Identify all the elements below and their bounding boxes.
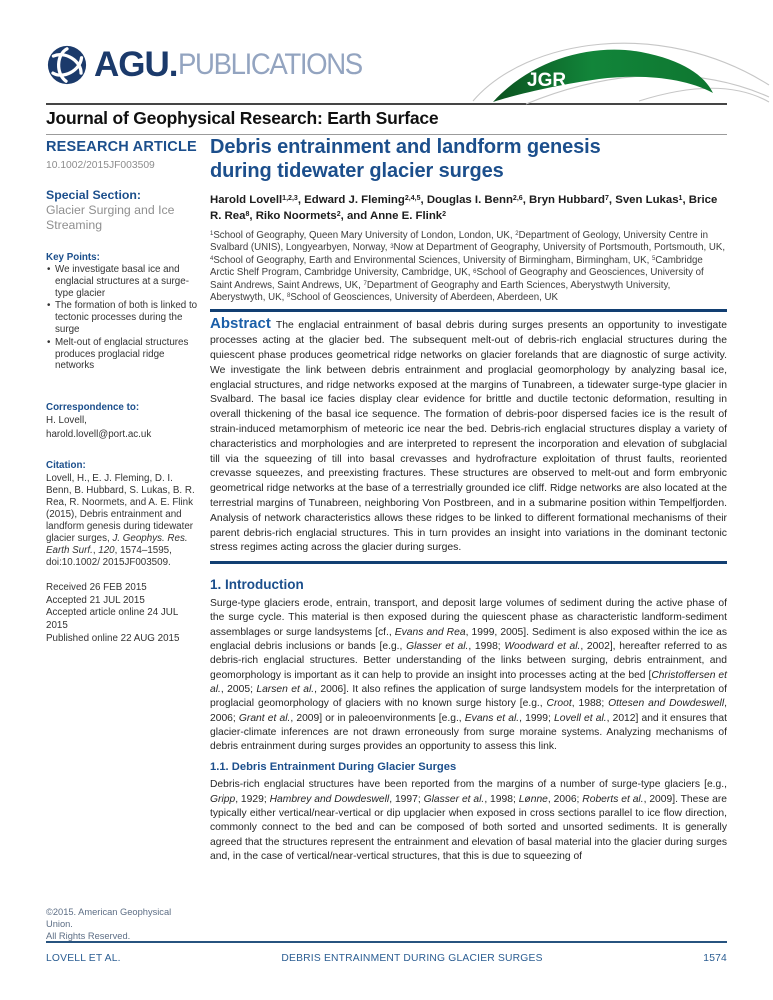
footer-page-number: 1574 — [703, 953, 727, 964]
citation-text: Lovell, H., E. J. Fleming, D. I. Benn, B. Hubbard, S. Lukas, B. R. Rea, R. Noormets, and A. E. Flink (2015), Debris entrainment and landform genesis during tidewater glacier surges, J. Geophys. Res. Earth Surf., 120, 1574–1595, doi:10.1002/ 2015JF003509. — [46, 473, 195, 569]
author-list: Harold Lovell$^{1,2,3}$, Edward J. Fleming$^{2,4,5}$, Douglas I. Benn$^{2,6}$, Bryn Hubbard$^7$, Sven Lukas$^1$, Brice R. Rea$^8$, Riko Noormets$^2$, and Anne E. Flink$^2$ — [210, 194, 718, 222]
agu-globe-icon — [46, 44, 88, 86]
article-body — [210, 136, 727, 864]
article-type-label: RESEARCH ARTICLE — [46, 139, 197, 155]
key-point: • The formation of both is linked to tectonic processes during the surge — [46, 300, 200, 335]
article-history — [46, 582, 200, 645]
accepted-date: Accepted 21 JUL 2015 — [46, 594, 145, 606]
copyright-line: All Rights Reserved. — [46, 931, 131, 941]
page-footer — [46, 953, 727, 964]
key-points-label: Key Points: — [46, 252, 100, 263]
header — [0, 0, 773, 103]
journal-title: Journal of Geophysical Research: Earth Surface — [46, 108, 439, 128]
footer-running-title: DEBRIS ENTRAINMENT DURING GLACIER SURGES — [281, 953, 543, 964]
affiliations: $^1$School of Geography, Queen Mary University of London, London, UK, $^2$Department of Geology, University Centre in Svalbard (UNIS), Longyearbyen, Norway, $^3$Now at Department of Geography, University of Portsmouth, Portsmouth, UK, $^4$School of Geography, Earth and Environmental Sciences, University of Birmingham, Birmingham, UK, $^5$Cambridge Arctic Shelf Program, Cambridge University, Cambridge, UK, $^6$School of Geography and Geosciences, University of Saint Andrews, Saint Andrews, UK, $^7$Department of Geography and Earth Sciences, Aberystwyth University, Aberystwyth, UK, $^8$School of Geosciences, University of Aberdeen, Aberdeen, UK — [210, 230, 726, 304]
section-heading-introduction: 1. Introduction — [210, 577, 304, 593]
doi: 10.1002/2015JF003509 — [46, 160, 155, 171]
publications-wordmark: PUBLICATIONS — [177, 48, 362, 81]
agu-wordmark: AGU. — [94, 45, 178, 84]
journal-title-bar — [46, 103, 727, 135]
abstract-text: The englacial entrainment of basal debris during surges presents an opportunity to investigate processes acting at the glacier bed. The subsequent melt-out of debris-rich englacial structures during the quiescent phase produces geometrical ridge networks on glacier forelands that are diagnostic of surge activity. We investigate the link between debris entrainment and proglacial geomorphology by analyzing basal ice, englacial structures, and ridge networks exposed at the margins of Tunabreen, a tidewater surge-type glacier in Svalbard. The basal ice facies display clear evidence for brittle and ductile tectonic deformation, resulting in overall thickening of the basal ice sequence. The formation of debris-poor dispersed facies ice is the result of strain-induced metamorphism of meteoric ice near the bed. Debris-rich englacial structures display a variety of characteristics and morphologies and are interpreted to represent the incorporation and elevation of subglacial till via the squeezing of till into basal crevasses and hydrofracture exploitation of thrust faults, reoriented crevasse squeezes, and preexisting fractures. These structures are observed to melt-out and form embryonic geometrical ridge networks at the base of a terrestrially grounded ice cliff. Ridge networks are also located at the terrestrial margins of Tunabreen, neighboring Von Postbreen, and in a submarine position within Tempelfjorden. Analysis of network characteristics allows these ridges to be linked to different formational mechanisms of their parent debris-rich englacial structures. This in turn provides an insight into variations in the dominant tectonic stress regimes acting across the glacier during surges. — [210, 320, 727, 554]
key-point: • Melt-out of englacial structures produces proglacial ridge networks — [46, 337, 200, 372]
footer-rule — [46, 941, 727, 943]
jgr-badge-label: JGR — [527, 70, 567, 91]
abstract-paragraph — [210, 317, 727, 556]
badge-green-swoosh — [493, 50, 713, 102]
key-point: • We investigate basal ice and englacial structures at a surge-type glacier — [46, 264, 200, 299]
section-rule — [210, 309, 727, 312]
subsection-heading-debris-entrainment: 1.1. Debris Entrainment During Glacier Surges — [210, 761, 457, 774]
citation-label: Citation: — [46, 460, 86, 472]
correspondence-name: H. Lovell, — [46, 415, 87, 427]
copyright-line: ©2015. American Geophysical Union. — [46, 907, 172, 929]
copyright-notice — [46, 906, 198, 942]
article-title: Debris entrainment and landform genesis during tidewater glacier surges — [210, 136, 601, 182]
footer-authors: LOVELL ET AL. — [46, 953, 121, 964]
jgr-badge — [471, 27, 771, 106]
correspondence-label: Correspondence to: — [46, 402, 140, 414]
received-date: Received 26 FEB 2015 — [46, 582, 147, 594]
special-section-value: Glacier Surging and Ice Streaming — [46, 203, 175, 232]
published-online-date: Published online 22 AUG 2015 — [46, 632, 180, 644]
subsection-paragraph: Debris-rich englacial structures have been reported from the margins of a number of surge-type glaciers [e.g., Gripp, 1929; Hambrey and Dowdeswell, 1997; Glasser et al., 1998; Lønne, 2006; Roberts et al., 2009]. These are typically either vertical/near-vertical or dip upglacier when exposed in cross sections parallel to ice flow direction, commonly connect to the bed and can be composed of both sorted and unsorted sediments. It is generally agreed that the structures represent the entrainment and elevation of basal material into the glacier during surges and, in the case of vertical/near-vertical structures, that this is due to squeezing of — [210, 779, 728, 862]
special-section-label: Special Section: — [46, 188, 141, 202]
abstract-label: Abstract — [210, 315, 271, 333]
agu-logo — [46, 44, 377, 86]
sidebar — [46, 139, 200, 645]
section-rule — [210, 561, 727, 564]
correspondence-email[interactable]: harold.lovell@port.ac.uk — [46, 429, 152, 441]
introduction-paragraph: Surge-type glaciers erode, entrain, transport, and deposit large volumes of sediment during the active phase of the surge cycle. This material is then exposed during the quiescent phase as characteristic landform-sediment assemblages or surge landsystems [cf., Evans and Rea, 1999, 2005]. Sediment is also exposed within the ice as englacial debris inclusions or bands [e.g., Glasser et al., 1998; Woodward et al., 2002], hereafter referred to as debris-rich englacial structures. Better understanding of the links between surging, debris entrainment, and geomorphology is important as it can help to provide an insight into processes acting at the bed [Christoffersen et al., 2005; Larsen et al., 2006]. It also refines the application of surge landsystem models for the interpretation of proglacial geomorphology of glaciers with no known surge history [e.g., Croot, 1988; Ottesen and Dowdeswell, 2006; Grant et al., 2009] or in paleoenvironments [e.g., Evans et al., 1999; Lovell et al., 2012] and it ensures that glacier-climate inferences are not drawn erroneously from surge moraine systems. Analyzing mechanisms of debris entrainment during surges provides an opportunity to assess this link. — [210, 598, 728, 753]
accepted-online-date: Accepted article online 24 JUL 2015 — [46, 607, 178, 631]
